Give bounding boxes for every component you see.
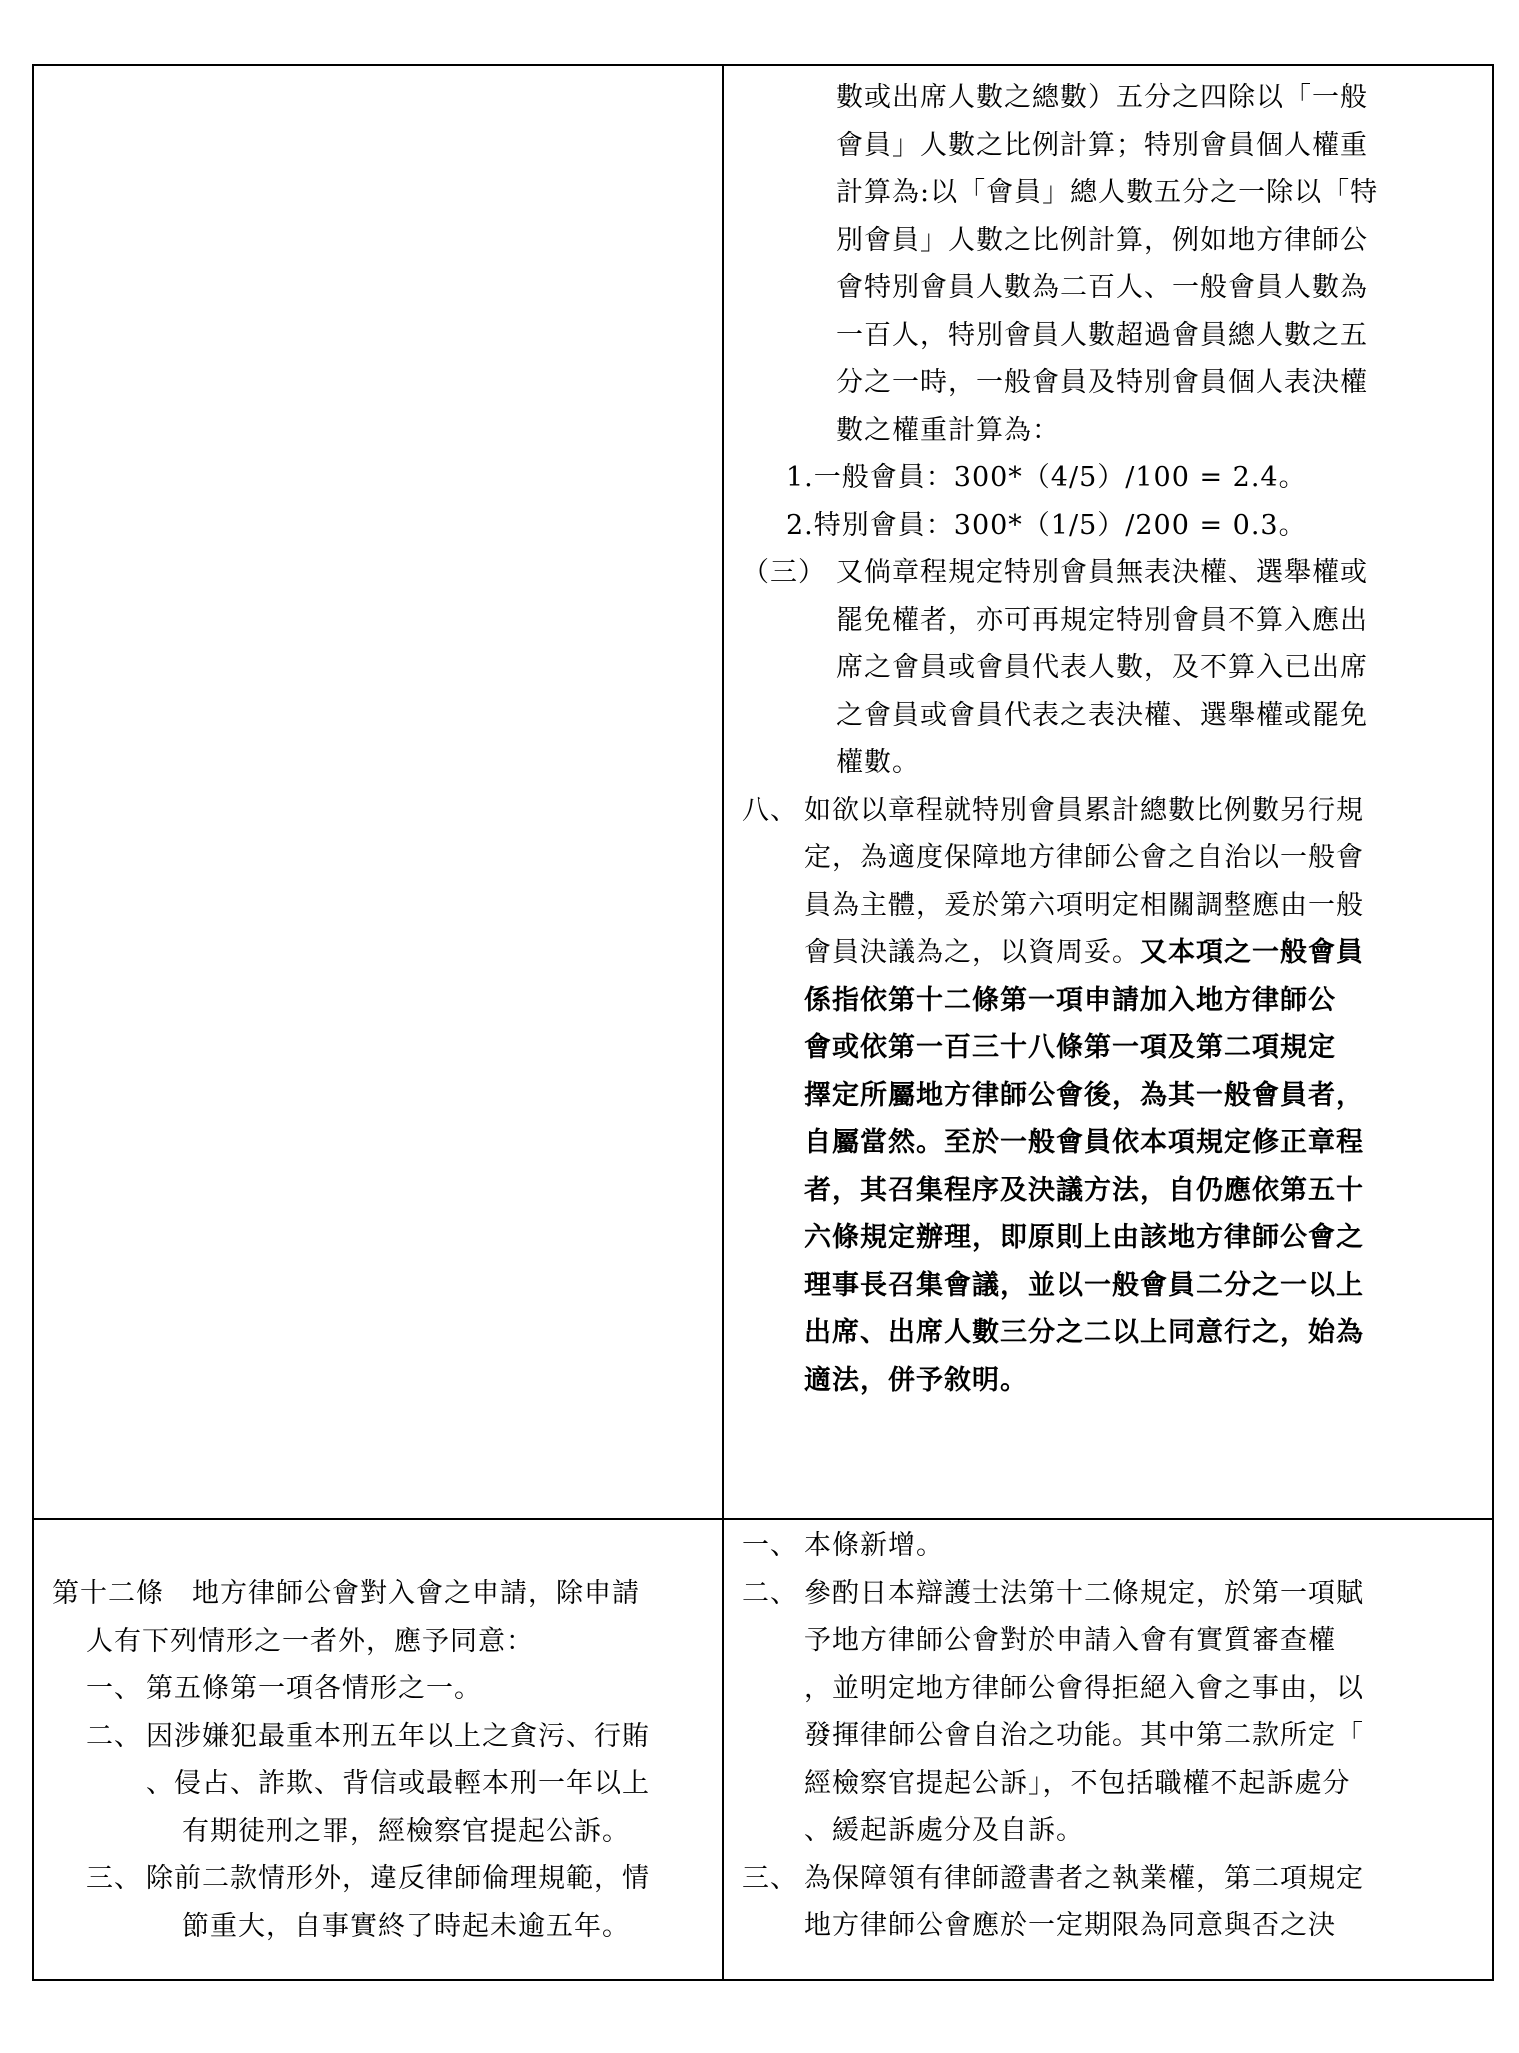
- text-line: 節重大，自事實終了時起未逾五年。: [182, 1910, 630, 1942]
- text-line: [724, 929, 1494, 977]
- text-segment-bold: 又本項之一般會員: [1140, 937, 1364, 968]
- text-line: 會員」人數之比例計算；特別會員個人權重: [836, 129, 1368, 161]
- text-line-content: 本條新增。: [804, 1530, 944, 1561]
- bold-text-line: 適法，併予敘明。: [804, 1364, 1028, 1396]
- explanation-item-3: [724, 1855, 1494, 1950]
- text-line: 罷免權者，亦可再規定特別會員不算入應出: [836, 604, 1368, 636]
- bold-text-line: 係指依第十二條第一項申請加入地方律師公: [804, 984, 1336, 1016]
- bold-text-line: 者，其召集程序及決議方法，自仍應依第五十: [804, 1174, 1364, 1206]
- calc-line-general-member: 1.一般會員：300*（4/5）/100 = 2.4。: [786, 462, 1307, 493]
- text-line: [34, 1713, 722, 1761]
- text-line: 、侵占、詐欺、背信或最輕本刑一年以上: [146, 1768, 650, 1799]
- bold-text-line: 擇定所屬地方律師公會後，為其一般會員者，: [804, 1079, 1364, 1111]
- explanation-item-2: [724, 1570, 1494, 1855]
- article-item-2: [34, 1713, 722, 1856]
- text-line: 權數。: [836, 747, 920, 778]
- text-line: [724, 1570, 1494, 1618]
- text-line: 發揮律師公會自治之功能。其中第二款所定「: [804, 1720, 1364, 1751]
- text-line-content: 第五條第一項各情形之一。: [146, 1673, 482, 1704]
- article-heading-line: 第十二條 地方律師公會對入會之申請，除申請: [52, 1578, 640, 1609]
- item-label: 一、: [742, 1530, 798, 1561]
- row-divider: [32, 1518, 1494, 1520]
- text-line: [724, 1522, 1494, 1570]
- text-line: 會特別會員人數為二百人、一般會員人數為: [836, 272, 1368, 303]
- text-segment-normal: 會員決議為之，以資周妥。: [804, 937, 1140, 968]
- text-line: 定，為適度保障地方律師公會之自治以一般會: [804, 842, 1364, 873]
- bold-text-line: 理事長召集會議，並以一般會員二分之一以上: [804, 1269, 1364, 1301]
- item-label: 二、: [742, 1577, 798, 1609]
- item-label: 一、: [86, 1673, 142, 1704]
- text-line: 之會員或會員代表之表決權、選舉權或罷免: [836, 699, 1368, 731]
- text-line: [34, 1665, 722, 1713]
- text-line: 經檢察官提起公訴」，不包括職權不起訴處分: [804, 1767, 1351, 1799]
- text-line-content: 如欲以章程就特別會員累計總數比例數另行規: [804, 794, 1364, 826]
- bold-text-line: 出席、出席人數三分之二以上同意行之，始為: [804, 1317, 1364, 1348]
- text-line-content: 除前二款情形外，違反律師倫理規範，情: [146, 1863, 650, 1894]
- text-line: 數之權重計算為：: [836, 414, 1060, 446]
- top-right-cell: [724, 74, 1494, 1518]
- calc-explanation-continuation: [724, 74, 1494, 454]
- text-line: [724, 787, 1494, 835]
- text-line-content: 參酌日本辯護士法第十二條規定，於第一項賦: [804, 1577, 1364, 1609]
- text-line-content: 為保障領有律師證書者之執業權，第二項規定: [804, 1862, 1364, 1894]
- sub-item-3: [724, 549, 1494, 787]
- text-line: 地方律師公會應於一定期限為同意與否之決: [804, 1910, 1336, 1941]
- text-line: [724, 1855, 1494, 1903]
- text-line: 分之一時，一般會員及特別會員個人表決權: [836, 367, 1368, 398]
- item-label: 二、: [86, 1720, 142, 1752]
- bold-text-line: 六條規定辦理，即原則上由該地方律師公會之: [804, 1222, 1364, 1253]
- text-line: 有期徒刑之罪，經檢察官提起公訴。: [182, 1815, 630, 1847]
- text-line: [34, 1855, 722, 1903]
- text-line: 予地方律師公會對於申請入會有實質審查權: [804, 1625, 1336, 1656]
- item-label: 八、: [742, 794, 798, 826]
- article-12-text: [34, 1570, 722, 1665]
- bottom-right-cell: [724, 1522, 1494, 1980]
- bottom-left-cell: [34, 1570, 722, 1980]
- bold-text-line: 會或依第一百三十八條第一項及第二項規定: [804, 1032, 1336, 1063]
- text-line: 席之會員或會員代表人數，及不算入已出席: [836, 652, 1368, 683]
- text-line: 員為主體，爰於第六項明定相關調整應由一般: [804, 889, 1364, 921]
- text-line: 數或出席人數之總數）五分之四除以「一般: [836, 82, 1368, 113]
- bold-text-line: 自屬當然。至於一般會員依本項規定修正章程: [804, 1127, 1364, 1158]
- text-line-content: 又倘章程規定特別會員無表決權、選舉權或: [836, 557, 1368, 588]
- article-item-1: [34, 1665, 722, 1713]
- text-line: 、緩起訴處分及自訴。: [804, 1815, 1084, 1846]
- item-label: 三、: [86, 1863, 142, 1894]
- text-line-content: 因涉嫌犯最重本刑五年以上之貪污、行賄: [146, 1720, 650, 1752]
- text-line: 一百人，特別會員人數超過會員總人數之五: [836, 319, 1368, 351]
- top-left-cell: [34, 66, 722, 1518]
- text-line: 計算為:以「會員」總人數五分之一除以「特: [836, 177, 1379, 208]
- text-line: 人有下列情形之一者外，應予同意：: [86, 1625, 534, 1657]
- article-item-3: [34, 1855, 722, 1950]
- text-line: [724, 549, 1494, 597]
- text-line: ，並明定地方律師公會得拒絕入會之事由，以: [804, 1672, 1364, 1704]
- text-line: 別會員」人數之比例計算，例如地方律師公: [836, 224, 1368, 256]
- explanation-item-1: [724, 1522, 1494, 1570]
- calc-line-special-member: 2.特別會員：300*（1/5）/200 = 0.3。: [786, 509, 1307, 541]
- weight-calculation-list: [724, 454, 1494, 549]
- sub-item-label: （三）: [742, 557, 826, 588]
- item-label: 三、: [742, 1862, 798, 1894]
- explanation-item-8: [724, 787, 1494, 1405]
